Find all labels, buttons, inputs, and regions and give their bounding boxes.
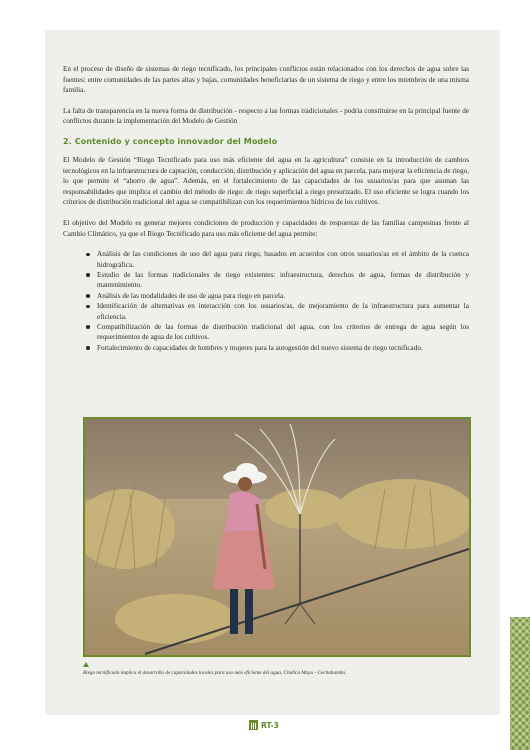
- book-icon: [249, 720, 258, 730]
- list-item: Compatibilización de las formas de distribución tradicional del agua, con los criterios de entrega de agua según los requerimientos de agua de los cultivos.: [97, 322, 469, 342]
- list-item: Estudio de las formas tradicionales de riego existentes: infraestructura, derechos de agua, formas de distribución y mantenimiento.: [97, 270, 469, 290]
- list-item: Fortalecimiento de capacidades de hombres y mujeres para la autogestión del nuevo sistema de riego tecnificado.: [97, 343, 469, 353]
- list-item: Identificación de alternativas en interacción con los usuarios/as, de mejoramiento de la infraestructura para aumentar la eficiencia.: [97, 302, 469, 321]
- paragraph-transparency: La falta de transparencia en la nueva forma de distribución - respecto a las formas tradicionales - podría constituirse en la principal fuente de conflictos durante la implementación del Modelo de Gestión: [63, 106, 469, 126]
- paragraph-conflicts: En el proceso de diseño de sistemas de riego tecnificado, los principales conflictos están relacionados con los derechos de agua sobre las fuentes: entre comunidades de las partes altas y bajas, comunidades beneficiarias de un sistema de riego y entre los miembros de una misma familia.: [63, 65, 469, 95]
- main-content: [63, 64, 469, 353]
- irrigation-photo: [83, 417, 471, 657]
- section-heading: 2. Contenido y concepto innovador del Modelo: [63, 136, 278, 146]
- benefits-list: [63, 249, 469, 353]
- decorative-pattern-strip: [510, 617, 530, 750]
- page-panel: [45, 30, 500, 715]
- caption-triangle-icon: [83, 662, 89, 667]
- list-item: Análisis de las modalidades de uso de agua para riego en parcela.: [97, 291, 469, 301]
- list-item: Análisis de las condiciones de uso del agua para riego, basados en acuerdos con otros usuarios/as en el ámbito de la cuenca hidrográfica.: [97, 250, 469, 269]
- paragraph-model-description: El Modelo de Gestión “Riego Tecnificado para uso más eficiente del agua en la agricultura” consiste en la introducción de cambios tecnológicos en la infraestructura de captación, conducción, distribución y aplicación del agua en parcela, para mejorar la eficiencia de riego, lo que permite el “ahorro de agua”. Además, en el fortalecimiento de las capacidades de los usuarios/as para que asuman las responsabilidades que implica el cambio del método de riego: de riego superficial a riego presurizado. El uso eficiente se logra cuando los criterios de distribución tradicional del agua se compatibilizan con los requerimientos hídricos de los cultivos.: [63, 155, 469, 207]
- page-number-label: RT-3: [261, 720, 279, 730]
- paragraph-objective: El objetivo del Modelo es generar mejores condiciones de producción y capacidades de respuestas de las familias campesinas frente al Cambio Climático, ya que el Riego Tecnificado para uso más eficiente del agua permite:: [63, 218, 469, 238]
- photo-illustration: [85, 419, 469, 655]
- page-number: [249, 719, 279, 731]
- photo-caption: Riego tecnificado implica el desarrollo de capacidades locales para uso más eficiente del agua, Chullcu Mayu - Cochabamba.: [83, 670, 347, 676]
